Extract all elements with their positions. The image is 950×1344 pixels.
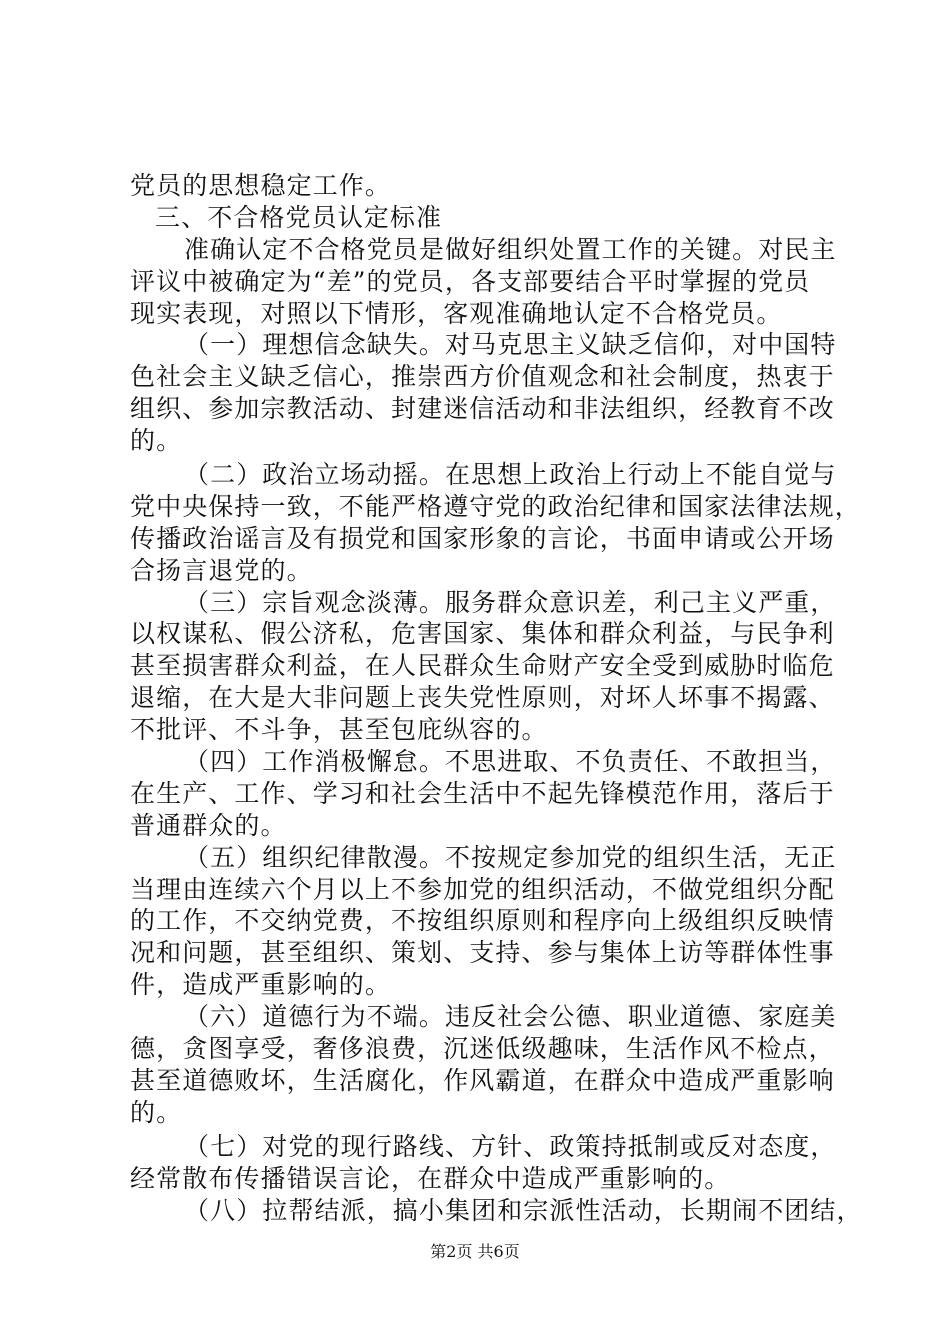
section-heading: 三、不合格党员认定标准 [155,202,443,232]
text-line: 不批评、不斗争，甚至包庇纵容的。 [130,715,548,745]
text-line: 评议中被确定为“差”的党员，各支部要结合平时掌握的党员 [130,266,811,296]
text-line: 色社会主义缺乏信心，推崇西方价值观念和社会制度，热衷于 [130,362,835,392]
text-line: 现实表现，对照以下情形，客观准确地认定不合格党员。 [130,298,783,328]
text-line: 普通群众的。 [130,810,287,840]
text-line: 传播政治谣言及有损党和国家形象的言论，书面申请或公开场 [130,523,835,553]
text-line: 德，贪图享受，奢侈浪费，沉迷低级趣味，生活作风不检点， [130,1034,835,1064]
text-line: 的工作，不交纳党费，不按组织原则和程序向上级组织反映情 [130,906,835,936]
text-line: 的。 [130,1097,183,1127]
text-line: 在生产、工作、学习和社会生活中不起先锋模范作用，落后于 [130,778,835,808]
clause-heading-3: （三）宗旨观念淡薄。服务群众意识差，利己主义严重， [184,587,837,617]
text-line: 经常散布传播错误言论，在群众中造成严重影响的。 [130,1163,731,1193]
text-line: 党中央保持一致，不能严格遵守党的政治纪律和国家法律法规， [130,491,861,521]
text-line: 的。 [130,426,183,456]
clause-heading-5: （五）组织纪律散漫。不按规定参加党的组织生活，无正 [184,842,837,872]
document-body [130,170,863,1226]
text-line: 以权谋私、假公济私，危害国家、集体和群众利益，与民争利 [130,619,835,649]
text-line: 甚至损害群众利益，在人民群众生命财产安全受到威胁时临危 [130,651,835,681]
clause-heading-7: （七）对党的现行路线、方针、政策持抵制或反对态度， [184,1131,837,1161]
text-line: 合扬言退党的。 [130,555,313,585]
clause-heading-4: （四）工作消极懈怠。不思进取、不负责任、不敢担当， [184,747,837,777]
text-line: 甚至道德败坏，生活腐化，作风霸道，在群众中造成严重影响 [130,1065,835,1095]
text-line: 当理由连续六个月以上不参加党的组织活动，不做党组织分配 [130,874,835,904]
text-line: 党员的思想稳定工作。 [130,171,392,200]
clause-heading-6: （六）道德行为不端。违反社会公德、职业道德、家庭美 [184,1002,837,1032]
clause-heading-8: （八）拉帮结派，搞小集团和宗派性活动，长期闹不团结， [184,1195,863,1225]
clause-heading-2: （二）政治立场动摇。在思想上政治上行动上不能自觉与 [184,460,837,490]
text-line: 退缩，在大是大非问题上丧失党性原则，对坏人坏事不揭露、 [130,683,835,713]
page-number-label: 第2页 共6页 [430,1242,520,1261]
text-line: 组织、参加宗教活动、封建迷信活动和非法组织，经教育不改 [130,394,835,424]
text-line: 准确认定不合格党员是做好组织处置工作的关键。对民主 [184,234,837,264]
text-line: 况和问题，甚至组织、策划、支持、参与集体上访等群体性事 [130,938,835,968]
text-line: 件，造成严重影响的。 [130,970,392,1000]
clause-heading-1: （一）理想信念缺失。对马克思主义缺乏信仰，对中国特 [184,330,837,360]
page-footer [0,1240,950,1264]
